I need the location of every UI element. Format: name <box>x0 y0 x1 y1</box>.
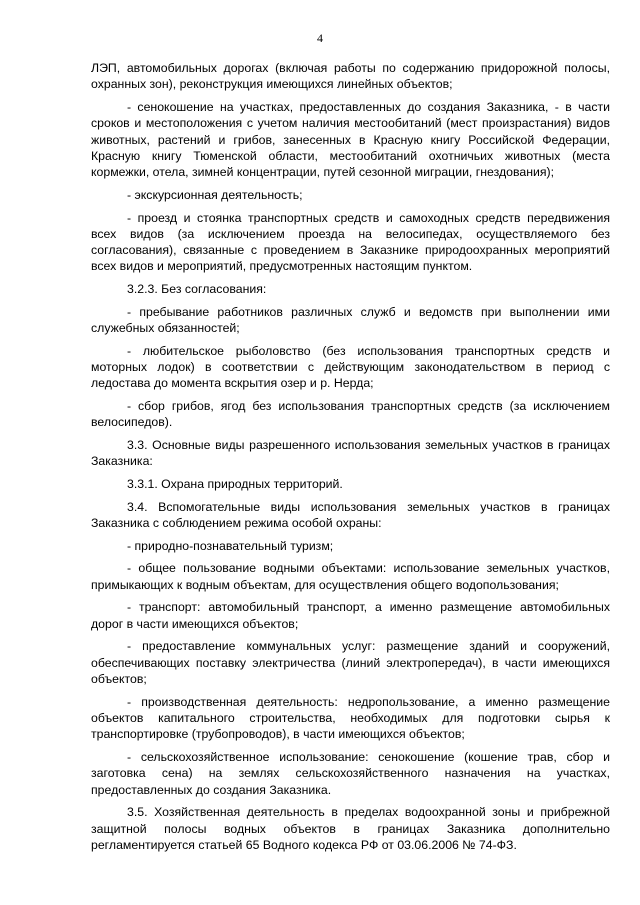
list-item-water-use: - общее пользование водными объектами: использование земельных участков, примыкающих к водным объектам, для осуществления общего водопользования; <box>91 561 610 592</box>
list-item-industrial-activity: - производственная деятельность: недропользование, а именно размещение объектов капитального строительства, необходимых для подготовки сырья к транспортировке (трубопроводов), в части имеющихся объектов; <box>91 694 610 742</box>
section-heading-3-4: 3.4. Вспомогательные виды использования земельных участков в границах Заказника с соблюдением режима особой охраны: <box>91 499 610 531</box>
list-item-agricultural-use: - сельскохозяйственное использование: сенокошение (кошение трав, сбор и заготовка сена) на землях сельскохозяйственного назначения на участках, предоставленных до создания Заказника. <box>91 749 610 797</box>
section-item-3-3-1: 3.3.1. Охрана природных территорий. <box>127 477 343 492</box>
list-item-mushroom-berry-picking: - сбор грибов, ягод без использования транспортных средств (за исключением велосипедов). <box>91 399 610 430</box>
section-heading-3-2-3: 3.2.3. Без согласования: <box>127 282 267 297</box>
list-item-vehicle-passage: - проезд и стоянка транспортных средств и самоходных средств передвижения всех видов (за исключением проезда на велосипедах, осуществляемого без согласования), связанные с проведением в Заказнике природоохранных мероприятий всех видов и мероприятий, предусмотренных настоящим пунктом. <box>91 210 610 274</box>
page-number: 4 <box>317 31 323 45</box>
list-item-haymaking: - сенокошение на участках, предоставленных до создания Заказника, - в части сроков и местоположения с учетом наличия местообитаний (мест произрастания) видов животных, растений и грибов, занесенных в Красную книгу Российской Федерации, Красную книгу Тюменской области, местообитаний охотничьих животных (места кормежки, отела, зимней концентрации, путей сезонной миграции, гнездования); <box>91 99 610 180</box>
paragraph-continuation: ЛЭП, автомобильных дорогах (включая работы по содержанию придорожной полосы, охранных зон), реконструкция имеющихся линейных объектов; <box>91 61 610 92</box>
list-item-nature-tourism: - природно-познавательный туризм; <box>127 538 334 553</box>
section-heading-3-3: 3.3. Основные виды разрешенного использования земельных участков в границах Заказника: <box>91 438 610 469</box>
list-item-transport: - транспорт: автомобильный транспорт, а именно размещение автомобильных дорог в части имеющихся объектов; <box>91 600 610 631</box>
list-item-utilities: - предоставление коммунальных услуг: размещение зданий и сооружений, обеспечивающих поставку электричества (линий электропередач), в части имеющихся объектов; <box>91 639 610 686</box>
section-3-5: 3.5. Хозяйственная деятельность в пределах водоохранной зоны и прибрежной защитной полосы водных объектов в границах Заказника дополнительно регламентируется статьей 65 Водного кодекса РФ от 03.06.2006 № 74-ФЗ. <box>91 805 610 852</box>
document-body <box>91 60 610 860</box>
list-item-excursion: - экскурсионная деятельность; <box>127 187 303 202</box>
list-item-staff-presence: - пребывание работников различных служб и ведомств при выполнении ими служебных обязанностей; <box>91 304 610 336</box>
list-item-amateur-fishing: - любительское рыболовство (без использования транспортных средств и моторных лодок) в соответствии с действующим законодательством в период с ледостава до момента вскрытия озер и р. Нерда; <box>91 343 610 391</box>
